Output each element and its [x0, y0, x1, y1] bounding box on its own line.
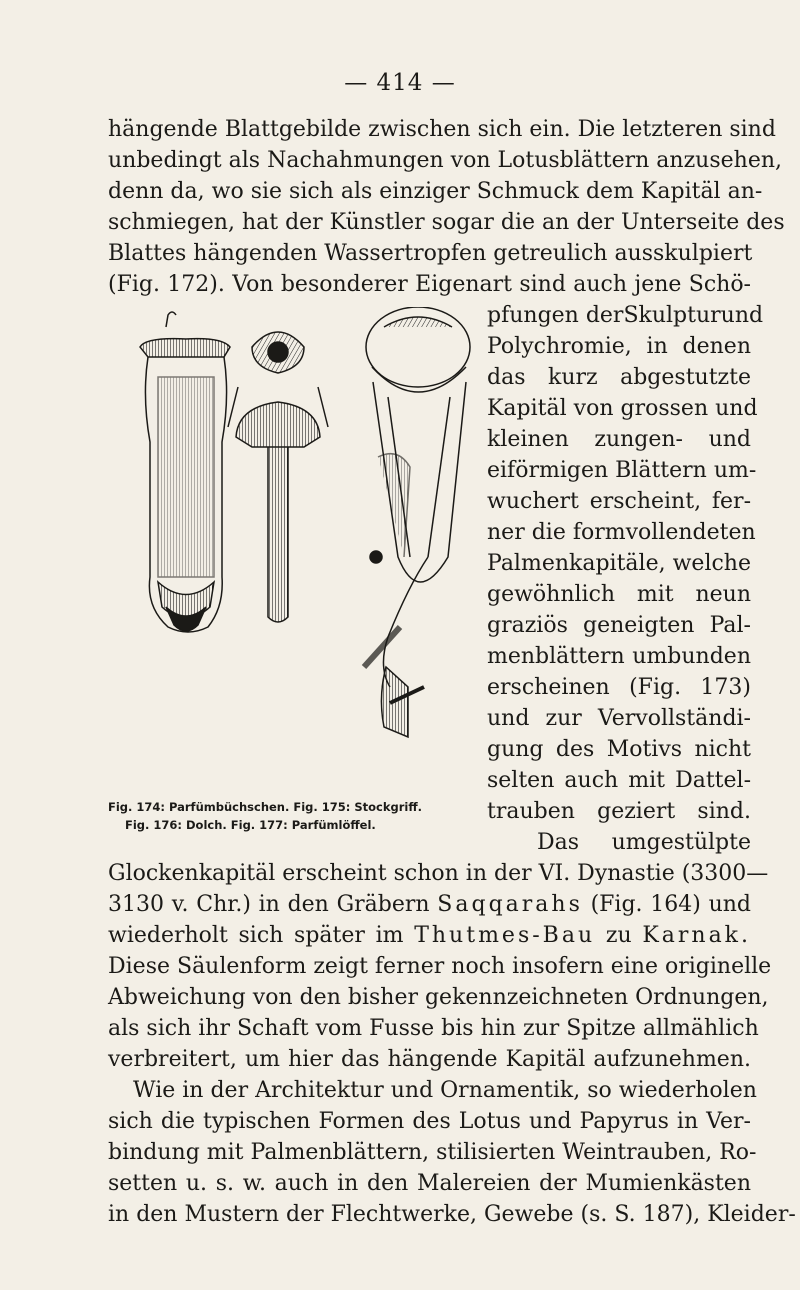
artifact-drawings: [128, 307, 488, 755]
text-span: (Fig. 164) und: [582, 892, 751, 917]
text-line: unbedingt als Nachahmungen von Lotusblättern anzusehen,: [108, 148, 782, 173]
text-line: verbreitert, um hier das hängende Kapitäl aufzunehmen.: [108, 1047, 751, 1072]
text-line: Wie in der Architektur und Ornamentik, so wiederholen: [133, 1078, 757, 1103]
text-line: ner die formvollendeten: [487, 520, 756, 545]
text-line: schmiegen, hat der Künstler sogar die an der Unterseite des: [108, 210, 785, 235]
text-line: Blattes hängenden Wassertropfen getreulich ausskulpiert: [108, 241, 753, 266]
text-line: [108, 890, 751, 920]
perfume-box-drawing: [140, 312, 230, 632]
spoon-and-dagger-drawing: [364, 307, 470, 737]
text-line: bindung mit Palmenblättern, stilisierten Weintrauben, Ro-: [108, 1140, 757, 1165]
text-line: Polychromie, in denen: [487, 334, 751, 359]
text-line: Glockenkapitäl erscheint schon in der VI. Dynastie (3300—: [108, 861, 769, 886]
text-line: (Fig. 172). Von besonderer Eigenart sind auch jene Schö-: [108, 272, 751, 297]
figure-caption: Fig. 174: Parfümbüchschen. Fig. 175: Stockgriff.: [108, 800, 423, 814]
text-line: graziös geneigten Pal-: [487, 613, 751, 638]
text-line: in den Mustern der Flechtwerke, Gewebe (s. S. 187), Kleider-: [108, 1202, 796, 1227]
place-name: Saqqarahs: [437, 892, 583, 917]
text-span: 3130 v. Chr.) in den Gräbern: [108, 892, 438, 917]
figure-illustration: [128, 307, 488, 755]
text-span: zu: [595, 923, 643, 948]
text-span: wiederholt sich später im: [108, 923, 415, 948]
text-line: selten auch mit Dattel-: [487, 768, 751, 793]
place-name: Karnak.: [642, 923, 752, 948]
text-line: Diese Säulenform zeigt ferner noch insofern eine originelle: [108, 954, 772, 979]
text-line: gung des Motivs nicht: [487, 737, 751, 762]
text-line: als sich ihr Schaft vom Fusse bis hin zur Spitze allmählich: [108, 1016, 759, 1041]
text-line: pfungen derSkulpturund: [487, 303, 764, 328]
text-line: [108, 921, 751, 951]
page-number: — 414 —: [344, 70, 456, 96]
text-line: gewöhnlich mit neun: [487, 582, 751, 607]
text-line: hängende Blattgebilde zwischen sich ein. Die letzteren sind: [108, 117, 776, 142]
figure-caption: Fig. 176: Dolch. Fig. 177: Parfümlöffel.: [125, 818, 376, 832]
text-line: Kapitäl von grossen und: [487, 396, 758, 421]
text-line: eiförmigen Blättern um-: [487, 458, 757, 483]
place-name: Thutmes-Bau: [414, 923, 596, 948]
text-line: erscheinen (Fig. 173): [487, 675, 751, 700]
text-line: wuchert erscheint, fer-: [487, 489, 751, 514]
text-line: denn da, wo sie sich als einziger Schmuck dem Kapitäl an-: [108, 179, 763, 204]
text-line: das kurz abgestutzte: [487, 365, 751, 390]
text-line: kleinen zungen- und: [487, 427, 751, 452]
text-line: trauben geziert sind.: [487, 799, 751, 824]
text-line: und zur Vervollständi-: [487, 706, 751, 731]
text-line: setten u. s. w. auch in den Malereien der Mumienkästen: [108, 1171, 751, 1196]
text-line: Abweichung von den bisher gekennzeichneten Ordnungen,: [108, 985, 769, 1010]
text-line: sich die typischen Formen des Lotus und Papyrus in Ver-: [108, 1109, 751, 1134]
text-line: Das umgestülpte: [537, 830, 751, 855]
text-line: Palmenkapitäle, welche: [487, 551, 751, 576]
staff-handle-drawing: [228, 332, 328, 622]
text-line: menblättern umbunden: [487, 644, 751, 669]
